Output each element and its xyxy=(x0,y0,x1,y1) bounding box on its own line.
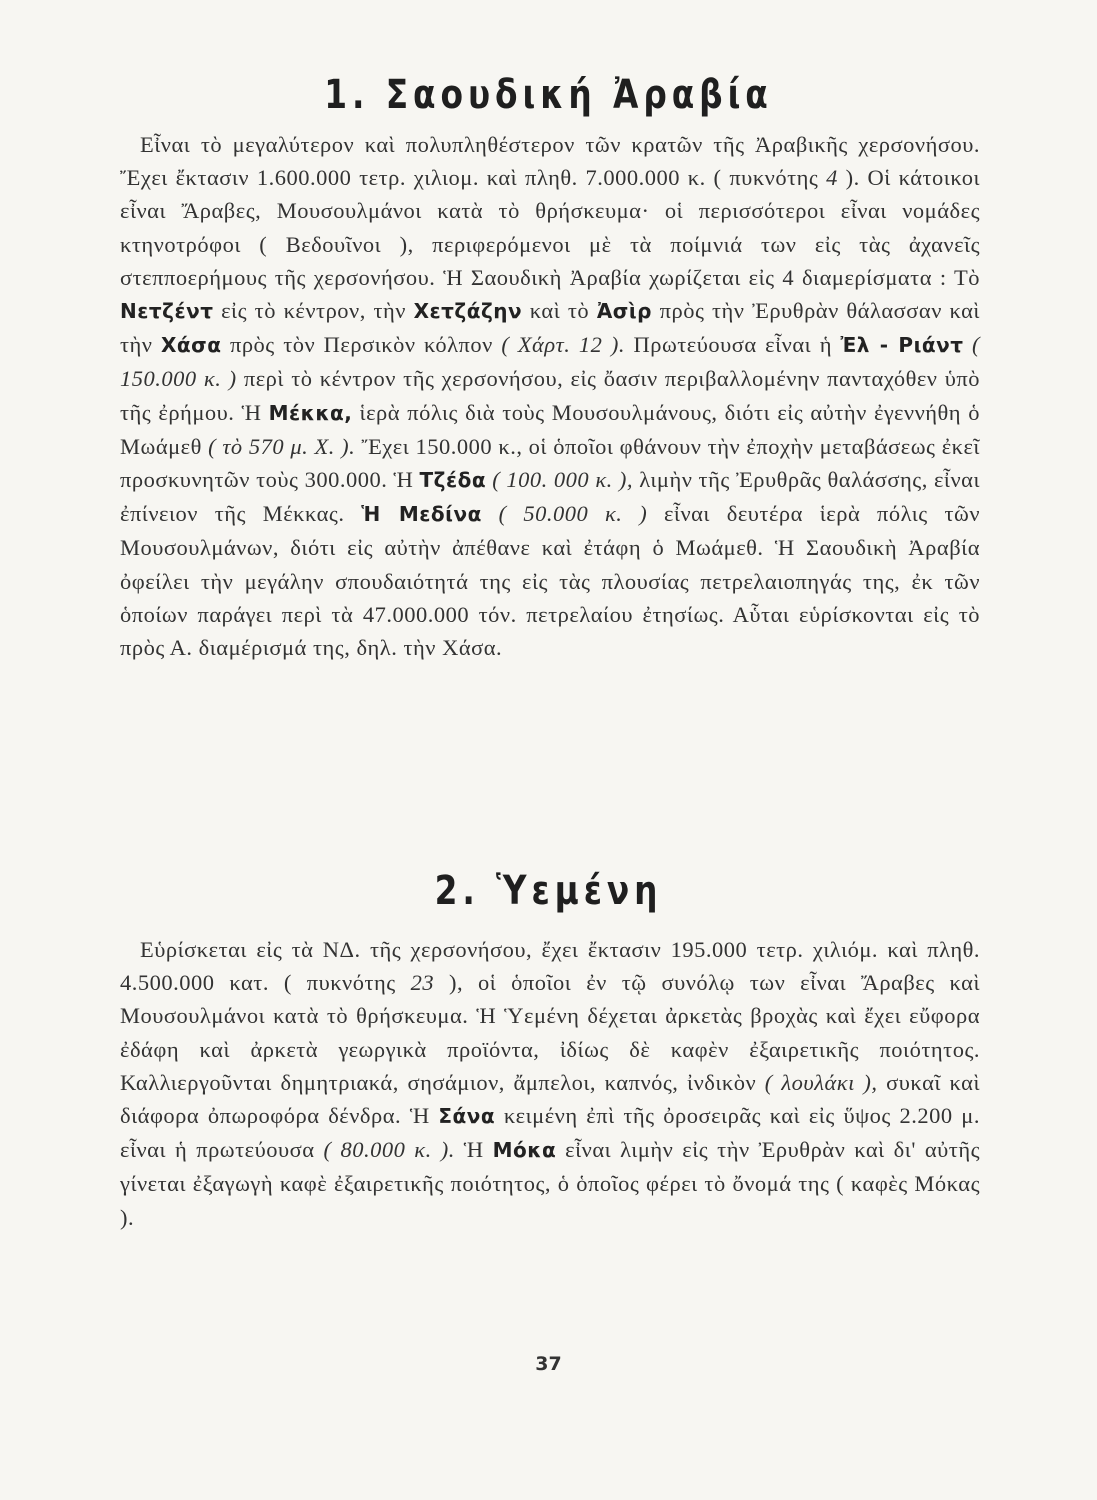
bold-term: Χάσα xyxy=(160,333,222,358)
italic-note: ( Χάρτ. 12 ). xyxy=(501,332,625,358)
italic-note: ( 80.000 κ. ). xyxy=(323,1137,455,1163)
text-run: ἱερὰ πόλις διὰ τοὺς Μουσουλμάνους, διότι εἰς αὐτὴν ἐγεννήθη ὁ Μωάμεθ xyxy=(120,399,980,459)
text-run: συκαῖ καὶ διάφορα ὀπωροφόρα δένδρα. Ἡ xyxy=(120,1069,981,1129)
italic-note: ( 100. 000 κ. ), xyxy=(492,467,634,493)
section-body-yemen xyxy=(120,933,980,1234)
bold-term: Χετζάζην xyxy=(413,299,523,324)
page-number: 37 xyxy=(535,1353,562,1375)
text-run xyxy=(482,501,499,526)
text-run: ), οἱ ὁποῖοι ἐν τῷ συνόλῳ των εἶναι Ἄραβες καὶ Μουσουλμάνοι κατὰ τὸ θρήσκευμα. Ἡ Ὑεμένη δέχεται ἀρκετὰς βροχὰς καὶ ἔχει εὔφορα ἐδάφη καὶ ἀρκετὰ γεωργικὰ προϊόντα, ἰδίως δὲ καφὲν ἐξαιρετικῆς ποιότητος. Καλλιεργοῦνται δημητριακά, σησάμιον, ἄμπελοι, καπνός, ἰνδικὸν xyxy=(120,970,980,1095)
text-run: καὶ τὸ xyxy=(522,298,597,324)
text-run: περὶ τὸ κέντρον τῆς χερσονήσου, εἰς ὄασιν περιβαλλομένην πανταχόθεν ὑπὸ τῆς ἐρήμου. Ἡ xyxy=(120,366,980,425)
italic-note: ( 150.000 κ. ) xyxy=(120,332,981,392)
bold-term: Μόκα xyxy=(492,1138,557,1163)
text-run: εἶναι δευτέρα ἱερὰ πόλις τῶν Μουσουλμάνων, διότι εἰς αὐτὴν ἀπέθανε καὶ ἐτάφη ὁ Μωάμεθ. Ἡ Σαουδικὴ Ἀραβία ὀφείλει τὴν μεγάλην σπουδαιότητά της εἰς τὰς πλουσίας πετρελαιοπηγάς της, ἐκ τῶν ὁποίων παράγει περὶ τὰ 47.000.000 τόν. πετρελαίου ἐτησίως. Αὗται εὑρίσκονται εἰς τὸ πρὸς Α. διαμέρισμά της, δηλ. τὴν Χάσα. xyxy=(120,501,980,661)
text-run: πρὸς τὴν Ἐρυθρὰν θάλασσαν καὶ τὴν xyxy=(120,298,980,358)
section-title-yemen: 2. Ὑεμένη xyxy=(434,868,663,914)
bold-term: Ἐλ - Ριάντ xyxy=(840,333,964,358)
text-run: Εἶναι τὸ μεγαλύτερον καὶ πολυπληθέστερον τῶν κρατῶν τῆς Ἀραβικῆς χερσονήσου. Ἔχει ἔκτασιν 1.600.000 τετρ. χιλιομ. καὶ πληθ. 7.000.000 κ. ( πυκνότης xyxy=(120,132,980,191)
text-run: Εὑρίσκεται εἰς τὰ ΝΔ. τῆς χερσονήσου, ἔχει ἔκτασιν 195.000 τετρ. χιλιόμ. καὶ πληθ. 4.500.000 κατ. ( πυκνότης xyxy=(120,937,980,996)
bold-term: Νετζέντ xyxy=(120,299,214,324)
italic-note: 23 xyxy=(410,970,435,996)
text-run: εἶναι λιμὴν εἰς τὴν Ἐρυθρὰν καὶ δι' αὐτῆς γίνεται ἐξαγωγὴ καφὲ ἐξαιρετικῆς ποιότητος, ὁ ὁποῖος φέρει τὸ ὄνομά της ( καφὲς Μόκας ). xyxy=(120,1137,980,1230)
text-run: εἰς τὸ κέντρον, τὴν xyxy=(213,298,414,324)
text-run: Ἔχει 150.000 κ., οἱ ὁποῖοι φθάνουν τὴν ἐποχὴν μεταβάσεως ἐκεῖ προσκυνητῶν τοὺς 300.000. Ἡ xyxy=(120,433,980,493)
text-run xyxy=(964,332,973,357)
italic-note: ( τὸ 570 μ. Χ. ). xyxy=(208,433,356,459)
text-run: ). Οἱ κάτοικοι εἶναι Ἄραβες, Μουσουλμάνοι κατὰ τὸ θρήσκευμα· οἱ περισσότεροι εἶναι νομάδες κτηνοτρόφοι ( Βεδουῖνοι ), περιφερόμενοι μὲ τὰ ποίμνιά των εἰς τὰς ἀχανεῖς στεπποερήμους τῆς χερσονήσου. Ἡ Σαουδικὴ Ἀραβία χωρίζεται εἰς 4 διαμερίσματα : Τὸ xyxy=(120,165,981,290)
text-run: Ἡ xyxy=(454,1137,493,1163)
text-run: πρὸς τὸν Περσικὸν κόλπον xyxy=(221,332,502,358)
bold-term: Σάνα xyxy=(438,1104,496,1129)
section-body-saudi-arabia xyxy=(120,128,980,664)
text-run: κειμένη ἐπὶ τῆς ὀροσειρᾶς καὶ εἰς ὕψος 2.200 μ. εἶναι ἡ πρωτεύουσα xyxy=(120,1103,980,1163)
italic-note: ( 50.000 κ. ) xyxy=(498,501,648,527)
bold-term: Ἡ Μεδίνα xyxy=(361,502,482,527)
bold-term: Μέκκα, xyxy=(268,400,353,425)
text-run: Πρωτεύουσα εἶναι ἡ xyxy=(624,332,841,358)
section-title-saudi-arabia: 1. Σαουδική Ἀραβία xyxy=(324,72,773,118)
italic-note: ( λουλάκι ), xyxy=(764,1069,878,1095)
italic-note: 4 xyxy=(826,165,838,191)
bold-term: Ἀσὶρ xyxy=(596,299,652,324)
text-run: λιμὴν τῆς Ἐρυθρᾶς θαλάσσης, εἶναι ἐπίνειον τῆς Μέκκας. xyxy=(120,467,981,527)
bold-term: Τζέδα xyxy=(419,468,487,493)
